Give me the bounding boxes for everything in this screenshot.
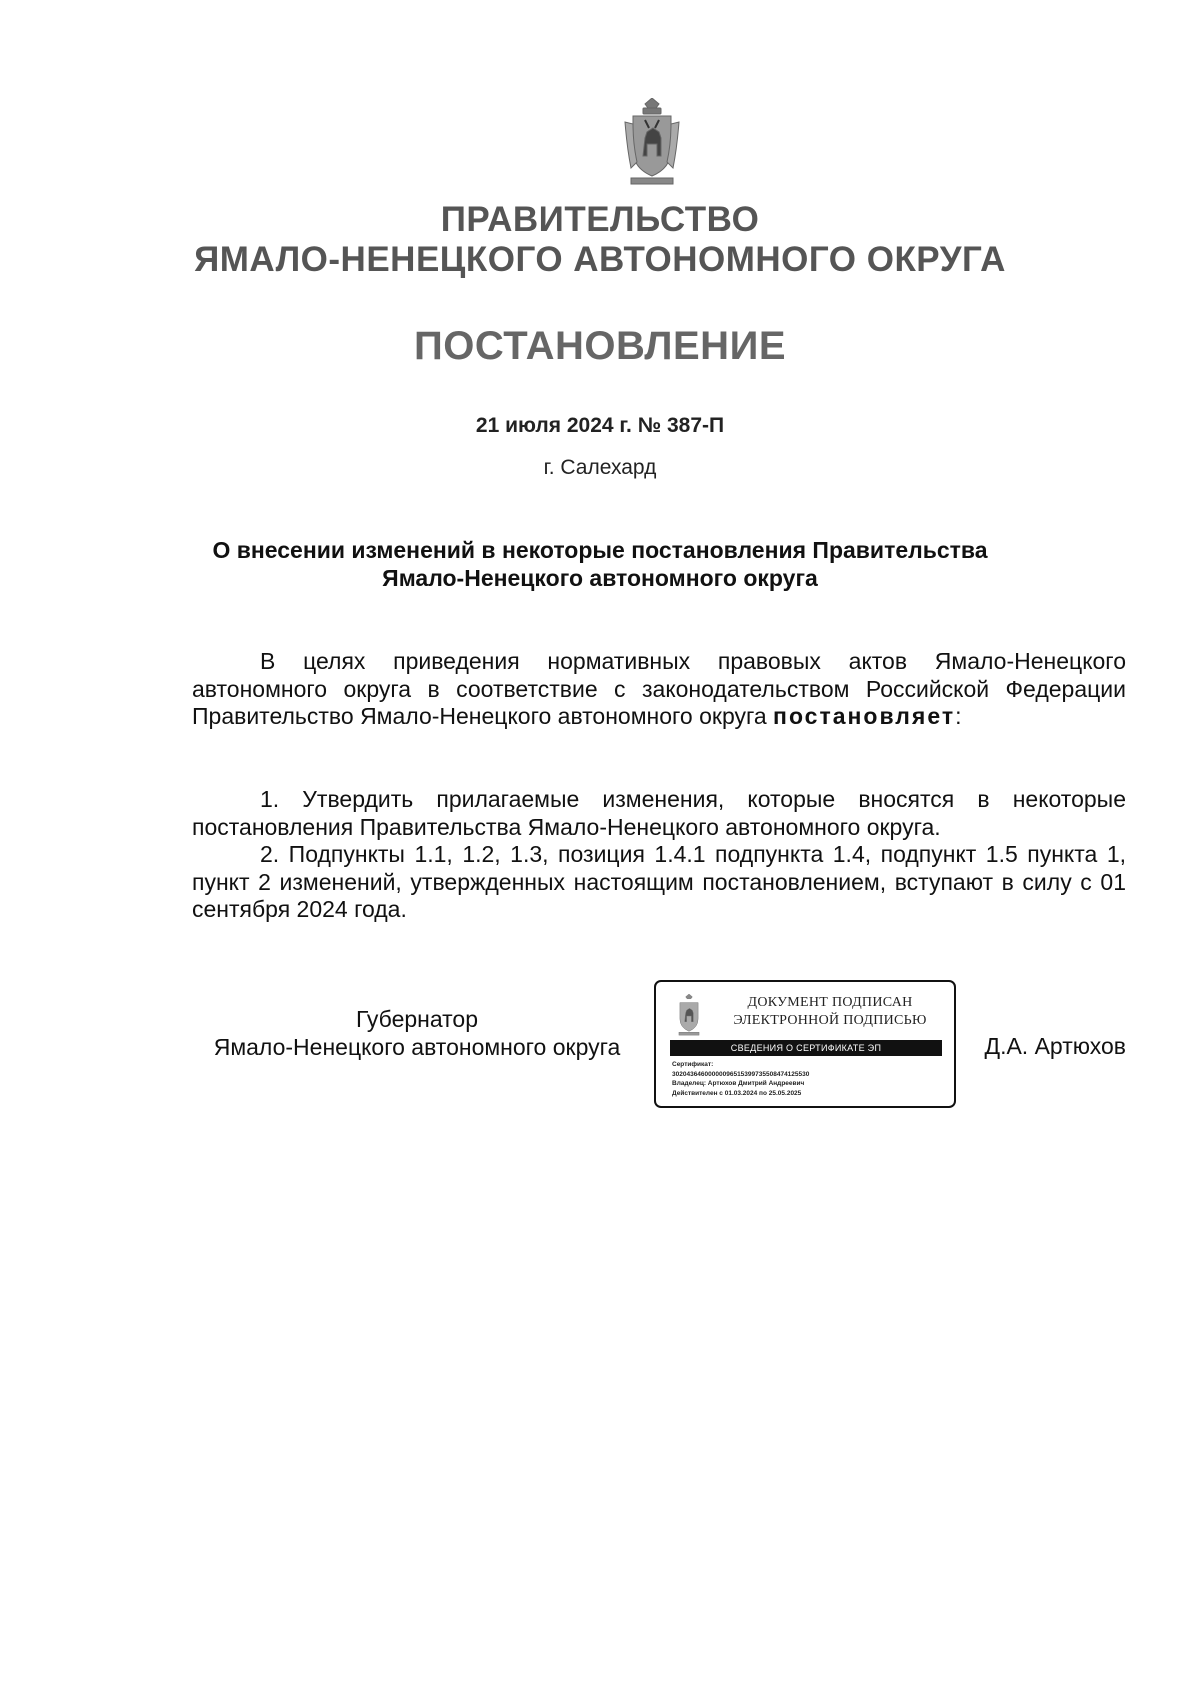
preamble-text: В целях приведения нормативных правовых актов Ямало-Ненецкого автономного округа в соответствие с законодательством Российской Федерации Правительство Ямало-Ненецкого автономного округа	[192, 648, 1126, 729]
stamp-certificate-details	[672, 1060, 947, 1098]
preamble-paragraph	[192, 648, 1126, 731]
preamble-end: :	[955, 703, 962, 729]
electronic-signature-stamp	[654, 980, 956, 1108]
document-date-number: 21 июля 2024 г. № 387-П	[475, 414, 725, 437]
coat-of-arms-icon	[623, 98, 681, 190]
document-type: ПОСТАНОВЛЕНИЕ	[413, 324, 786, 368]
signatory-name: Д.А. Артюхов	[984, 1033, 1126, 1059]
document-city: г. Салехард	[543, 456, 657, 479]
stamp-title	[712, 994, 948, 1030]
stamp-valid: Действителен с 01.03.2024 по 25.05.2025	[672, 1089, 802, 1097]
document-title-line2: Ямало-Ненецкого автономного округа	[382, 565, 818, 591]
items-block	[192, 786, 1126, 924]
coat-of-arms-icon	[674, 994, 704, 1038]
document-title-line1: О внесении изменений в некоторые постановления Правительства	[212, 537, 988, 563]
stamp-title-line2: ЭЛЕКТРОННОЙ ПОДПИСЬЮ	[733, 1013, 927, 1028]
stamp-title-line1: ДОКУМЕНТ ПОДПИСАН	[747, 995, 913, 1010]
document-title	[160, 536, 1040, 592]
signatory-position-line2: Ямало-Ненецкого автономного округа	[213, 1034, 621, 1060]
stamp-certificate-bar: СВЕДЕНИЯ О СЕРТИФИКАТЕ ЭП	[670, 1040, 942, 1056]
stamp-owner: Владелец: Артюхов Дмитрий Андреевич	[672, 1080, 805, 1087]
government-name-line1: ПРАВИТЕЛЬСТВО	[440, 200, 760, 239]
signatory-position	[192, 1005, 642, 1061]
stamp-cert-number: 30204364600000096515399735508474125530	[672, 1070, 810, 1078]
stamp-cert-label: Сертификат:	[672, 1061, 714, 1068]
government-name-line2: ЯМАЛО-НЕНЕЦКОГО АВТОНОМНОГО ОКРУГА	[194, 240, 1006, 279]
preamble-keyword: постановляет	[773, 703, 956, 729]
item-1: 1. Утвердить прилагаемые изменения, которые вносятся в некоторые постановления Правительства Ямало-Ненецкого автономного округа.	[192, 786, 1126, 840]
signatory-position-line1: Губернатор	[355, 1006, 479, 1032]
item-2: 2. Подпункты 1.1, 1.2, 1.3, позиция 1.4.1 подпункта 1.4, подпункт 1.5 пункта 1, пункт 2 изменений, утвержденных настоящим постановлением, вступают в силу с 01 сентября 2024 года.	[192, 841, 1126, 922]
